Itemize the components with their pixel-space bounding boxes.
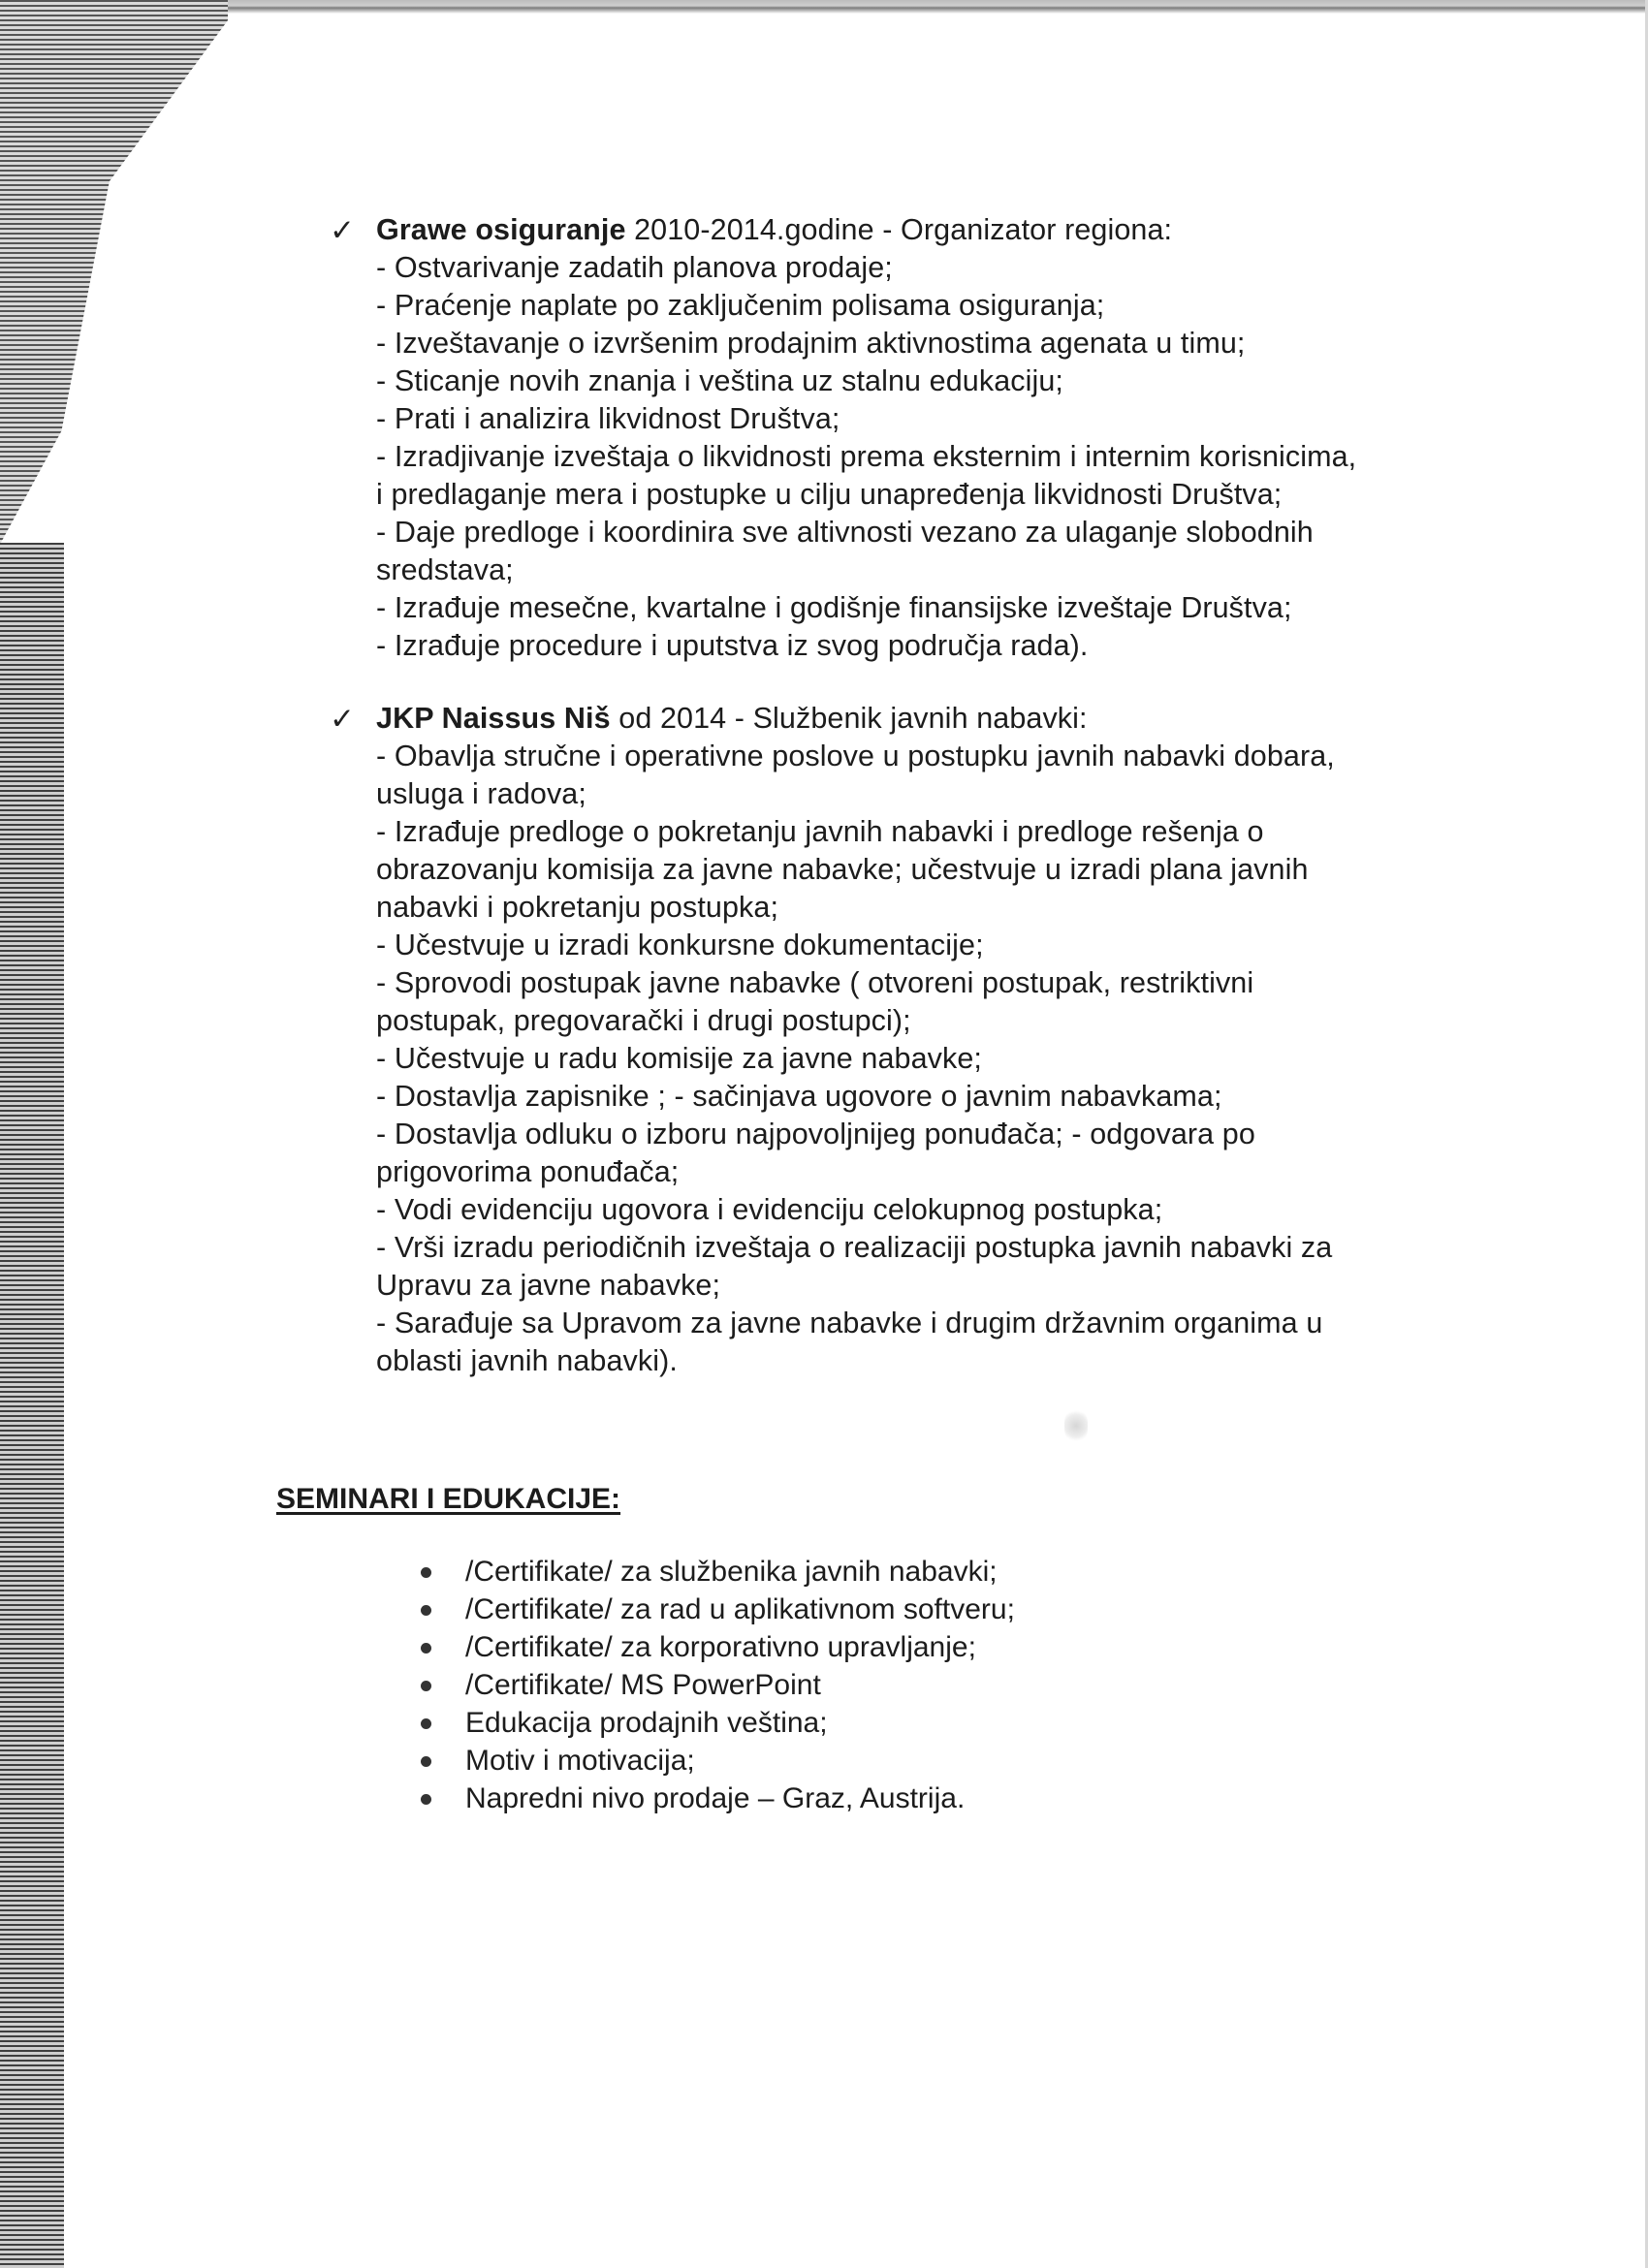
duty-line: - Sarađuje sa Upravom za javne nabavke i drugim državnim organima u (376, 1307, 1323, 1339)
duty-line: - Izradjivanje izveštaja o likvidnosti prema eksternim i internim korisnicima, (376, 440, 1357, 473)
duty-line: - Izrađuje predloge o pokretanju javnih nabavki i predloge rešenja o (376, 815, 1264, 848)
bullet-dot-icon (421, 1605, 431, 1616)
duty-line: - Praćenje naplate po zaključenim polisama osiguranja; (376, 289, 1105, 322)
scan-smudge (1064, 1409, 1088, 1442)
list-item-text: Motiv i motivacija; (465, 1745, 695, 1777)
list-item (417, 1628, 1015, 1666)
duty-line: - Obavlja stručne i operativne poslove u postupku javnih nabavki dobara, (376, 740, 1335, 772)
employer-name: JKP Naissus Niš (376, 702, 611, 735)
list-item (417, 1591, 1015, 1628)
duty-line: - Vodi evidenciju ugovora i evidenciju celokupnog postupka; (376, 1193, 1163, 1226)
bullet-dot-icon (421, 1756, 431, 1767)
list-item (417, 1666, 1015, 1704)
duty-line: obrazovanju komisija za javne nabavke; učestvuje u izradi plana javnih (376, 853, 1309, 886)
duty-line: sredstava; (376, 553, 514, 586)
duty-line: - Ostvarivanje zadatih planova prodaje; (376, 251, 893, 284)
checkmark-icon: ✓ (330, 213, 355, 248)
employer-name: Grawe osiguranje (376, 213, 626, 246)
bullet-dot-icon (421, 1794, 431, 1805)
bullet-dot-icon (421, 1718, 431, 1729)
duty-line: Upravu za javne nabavke; (376, 1269, 721, 1302)
seminars-list (417, 1553, 1015, 1817)
experience-heading (376, 211, 1435, 249)
list-item-text: /Certifikate/ za službenika javnih nabavki; (465, 1556, 998, 1588)
list-item-text: Edukacija prodajnih veština; (465, 1707, 828, 1739)
list-item (417, 1780, 1015, 1817)
job-period-role: 2010-2014.godine - Organizator regiona: (625, 213, 1173, 246)
job-period-role: od 2014 - Službenik javnih nabavki: (610, 702, 1088, 735)
experience-entry-body (376, 700, 1435, 1380)
duty-line: - Izveštavanje o izvršenim prodajnim aktivnostima agenata u timu; (376, 327, 1246, 360)
bullet-dot-icon (421, 1681, 431, 1691)
experience-entry-jkp-naissus (330, 700, 1435, 1380)
list-item-text: Napredni nivo prodaje – Graz, Austrija. (465, 1782, 966, 1814)
experience-entry-grawe (330, 211, 1435, 665)
duty-line: - Sticanje novih znanja i veština uz stalnu edukaciju; (376, 364, 1063, 397)
duty-line: - Daje predloge i koordinira sve altivnosti vezano za ulaganje slobodnih (376, 516, 1314, 549)
duty-line: postupak, pregovarački i drugi postupci); (376, 1004, 911, 1037)
duty-line: - Dostavlja zapisnike ; - sačinjava ugovore o javnim nabavkama; (376, 1080, 1222, 1113)
duty-line: - Prati i analizira likvidnost Društva; (376, 402, 840, 435)
experience-heading (376, 700, 1435, 738)
duty-line: oblasti javnih nabavki). (376, 1344, 678, 1377)
duty-line: - Izrađuje mesečne, kvartalne i godišnje finansijske izveštaje Društva; (376, 591, 1292, 624)
section-title-seminars: SEMINARI I EDUKACIJE: (276, 1483, 621, 1515)
bullet-dot-icon (421, 1567, 431, 1578)
list-item (417, 1742, 1015, 1780)
list-item-text: /Certifikate/ za rad u aplikativnom softveru; (465, 1593, 1015, 1625)
list-item-text: /Certifikate/ za korporativno upravljanje; (465, 1631, 976, 1663)
bullet-dot-icon (421, 1643, 431, 1654)
duty-line: - Učestvuje u radu komisije za javne nabavke; (376, 1042, 982, 1075)
checkmark-icon: ✓ (330, 702, 355, 737)
duty-line: - Izrađuje procedure i uputstva iz svog područja rada). (376, 629, 1089, 662)
experience-entry-body (376, 211, 1435, 665)
duty-line: usluga i radova; (376, 777, 586, 810)
duty-line: i predlaganje mera i postupke u cilju unapređenja likvidnosti Društva; (376, 478, 1283, 511)
duty-line: - Vrši izradu periodičnih izveštaja o realizaciji postupka javnih nabavki za (376, 1231, 1333, 1264)
duty-line: - Dostavlja odluku o izboru najpovoljnijeg ponuđača; - odgovara po (376, 1118, 1255, 1150)
list-item (417, 1553, 1015, 1591)
duty-line: - Sprovodi postupak javne nabavke ( otvoreni postupak, restriktivni (376, 966, 1254, 999)
duty-line: nabavki i pokretanju postupka; (376, 891, 779, 924)
duty-line: prigovorima ponuđača; (376, 1155, 680, 1188)
list-item (417, 1704, 1015, 1742)
list-item-text: /Certifikate/ MS PowerPoint (465, 1669, 821, 1701)
duty-line: - Učestvuje u izradi konkursne dokumentacije; (376, 929, 984, 961)
